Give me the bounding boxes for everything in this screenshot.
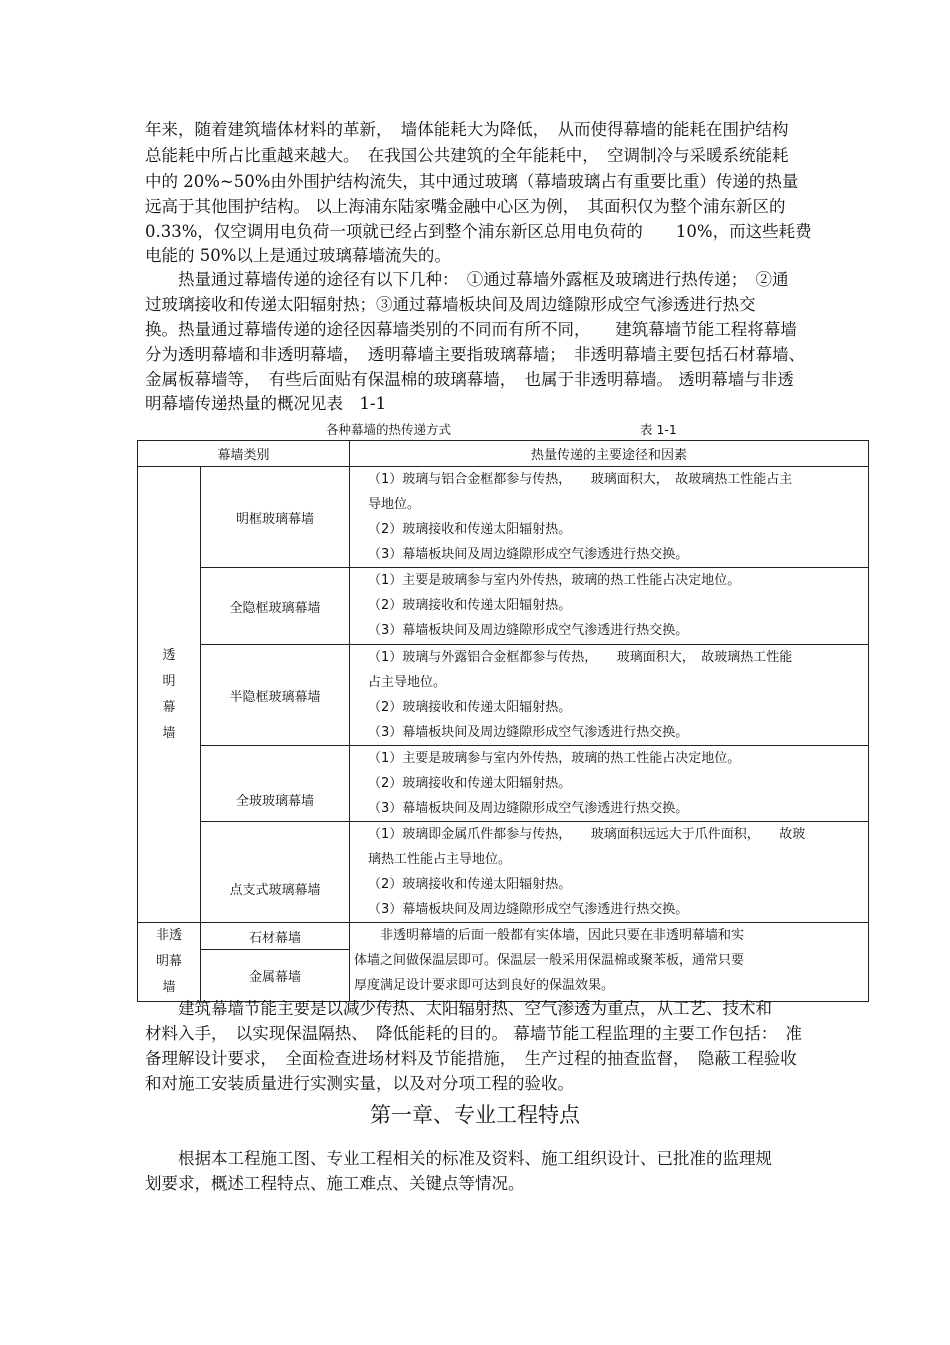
paragraph-line: 总能耗中所占比重越来越大。 在我国公共建筑的全年能耗中， 空调制冷与采暖系统能耗 bbox=[145, 146, 789, 165]
table-row-name: 石材幕墙 bbox=[201, 923, 350, 950]
paragraph-line: 热量通过幕墙传递的途径有以下几种： ①通过幕墙外露框及玻璃进行热传递； ②通 bbox=[145, 270, 789, 289]
table-row-desc: （1）玻璃即金属爪件都参与传热， 玻璃面积远远大于爪件面积， 故玻 璃热工性能占主导地位。 （2）玻璃接收和传递太阳辐射热。 （3）幕墙板块间及周边缝隙形成空气渗透进行热交换。 bbox=[350, 822, 869, 923]
table-row-name: 明框玻璃幕墙 bbox=[201, 467, 350, 568]
table-row-name: 金属幕墙 bbox=[201, 950, 350, 1002]
table-header-path: 热量传递的主要途径和因素 bbox=[350, 441, 869, 467]
table-row-desc: （1）玻璃与外露铝合金框都参与传热， 玻璃面积大， 故玻璃热工性能 占主导地位。 （2）玻璃接收和传递太阳辐射热。 （3）幕墙板块间及周边缝隙形成空气渗透进行热交换。 bbox=[350, 645, 869, 746]
paragraph-line: 过玻璃接收和传递太阳辐射热；③通过幕墙板块间及周边缝隙形成空气渗透进行热交 bbox=[145, 295, 756, 314]
table-header-type: 幕墙类别 bbox=[138, 441, 350, 467]
chapter-title: 第一章、专业工程特点 bbox=[370, 1103, 580, 1127]
paragraph-line: 0.33%，仅空调用电负荷一项就已经占到整个浦东新区总用电负荷的 10%，而这些耗费 bbox=[145, 222, 812, 241]
table-caption: 各种幕墙的热传递方式 bbox=[326, 422, 452, 437]
paragraph-line: 年来，随着建筑墙体材料的革新， 墙体能耗大为降低， 从而使得幕墙的能耗在围护结构 bbox=[145, 120, 789, 139]
paragraph-line: 备理解设计要求， 全面检查进场材料及节能措施， 生产过程的抽查监督， 隐蔽工程验收 bbox=[145, 1049, 797, 1068]
table-row-name: 半隐框玻璃幕墙 bbox=[201, 645, 350, 746]
paragraph-line: 换。热量通过幕墙传递的途径因幕墙类别的不同而有所不同， 建筑幕墙节能工程将幕墙 bbox=[145, 320, 797, 339]
group-transparent: 透 明 幕 墙 bbox=[138, 467, 201, 923]
paragraph-line: 划要求，概述工程特点、施工难点、关键点等情况。 bbox=[145, 1174, 525, 1193]
group-opaque: 非透 明幕 墙 bbox=[138, 923, 201, 1002]
table-row-desc: （1）玻璃与铝合金框都参与传热， 玻璃面积大， 故玻璃热工性能占主 导地位。 （2）玻璃接收和传递太阳辐射热。 （3）幕墙板块间及周边缝隙形成空气渗透进行热交换。 bbox=[350, 467, 869, 568]
table-row-desc: （1）主要是玻璃参与室内外传热，玻璃的热工性能占决定地位。 （2）玻璃接收和传递太阳辐射热。 （3）幕墙板块间及周边缝隙形成空气渗透进行热交换。 bbox=[350, 746, 869, 822]
table-row-name: 全隐框玻璃幕墙 bbox=[201, 568, 350, 645]
paragraph-line: 中的 20%~50%由外围护结构流失，其中通过玻璃（幕墙玻璃占有重要比重）传递的热量 bbox=[145, 172, 799, 191]
paragraph-line: 根据本工程施工图、专业工程相关的标准及资料、施工组织设计、已批准的监理规 bbox=[145, 1149, 772, 1168]
paragraph-line: 明幕墙传递热量的概况见表 1-1 bbox=[145, 394, 387, 413]
paragraph-line: 金属板幕墙等， 有些后面贴有保温棉的玻璃幕墙， 也属于非透明幕墙。 透明幕墙与非透 bbox=[145, 370, 794, 389]
table-row-name: 全玻玻璃幕墙 bbox=[201, 746, 350, 822]
paragraph-line: 建筑幕墙节能主要是以减少传热、太阳辐射热、空气渗透为重点，从工艺、技术和 bbox=[145, 999, 772, 1018]
paragraph-line: 材料入手， 以实现保温隔热、 降低能耗的目的。 幕墙节能工程监理的主要工作包括： 准 bbox=[145, 1024, 802, 1043]
table-row-name: 点支式玻璃幕墙 bbox=[201, 822, 350, 923]
paragraph-line: 和对施工安装质量进行实测实量，以及对分项工程的验收。 bbox=[145, 1074, 574, 1093]
paragraph-line: 分为透明幕墙和非透明幕墙， 透明幕墙主要指玻璃幕墙； 非透明幕墙主要包括石材幕墙、 bbox=[145, 345, 805, 364]
heat-transfer-table bbox=[137, 440, 869, 1002]
table-row-desc: （1）主要是玻璃参与室内外传热，玻璃的热工性能占决定地位。 （2）玻璃接收和传递太阳辐射热。 （3）幕墙板块间及周边缝隙形成空气渗透进行热交换。 bbox=[350, 568, 869, 645]
table-row-desc: 非透明幕墙的后面一般都有实体墙，因此只要在非透明幕墙和实 体墙之间做保温层即可。保温层一般采用保温棉或聚苯板，通常只要 厚度满足设计要求即可达到良好的保温效果。 bbox=[350, 923, 869, 1002]
paragraph-line: 远高于其他围护结构。 以上海浦东陆家嘴金融中心区为例， 其面积仅为整个浦东新区的 bbox=[145, 197, 786, 216]
paragraph-line: 电能的 50%以上是通过玻璃幕墙流失的。 bbox=[145, 246, 451, 265]
table-number: 表 1-1 bbox=[640, 422, 677, 437]
